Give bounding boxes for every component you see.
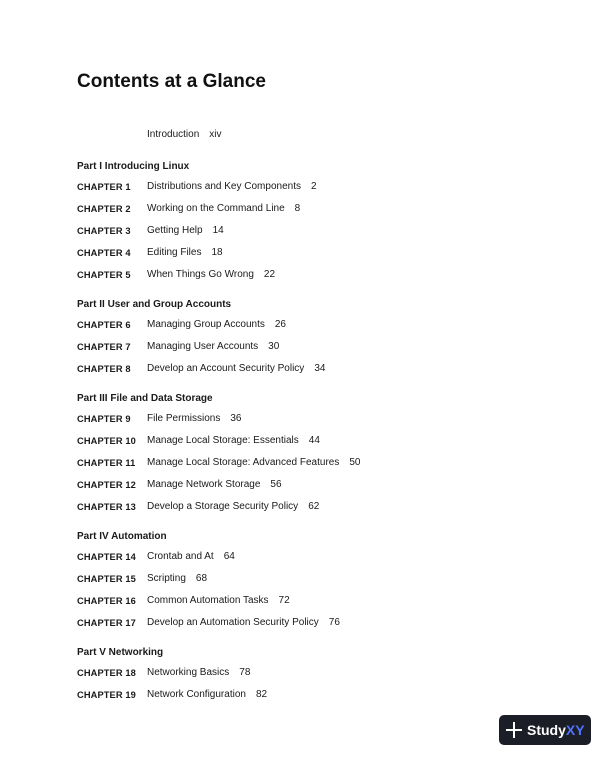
chapter-title: Manage Local Storage: Essentials: [147, 435, 299, 446]
chapter-page-number: 82: [255, 689, 268, 700]
chapter-label: CHAPTER 18: [77, 668, 136, 678]
part-heading[interactable]: Part V Networking: [77, 647, 164, 658]
chapter-page-number: 44: [308, 435, 320, 446]
chapter-title-group: [147, 244, 223, 262]
chapter-title-group: [147, 454, 360, 472]
chapter-title: Develop a Storage Security Policy: [147, 501, 299, 512]
chapter-title: Distributions and Key Components: [147, 181, 301, 192]
chapter-title-group: [147, 200, 300, 218]
toc-entry-title: [147, 126, 222, 144]
chapter-title-group: [147, 410, 241, 428]
part-heading[interactable]: Part IV Automation: [77, 531, 167, 542]
toc-chapter-row[interactable]: [77, 686, 497, 708]
part-heading[interactable]: Part II User and Group Accounts: [77, 299, 232, 310]
toc-chapter-row[interactable]: [77, 200, 497, 222]
toc-chapter-row[interactable]: [77, 266, 497, 288]
chapter-title-group: [147, 476, 282, 494]
chapter-title: Manage Local Storage: Advanced Features: [147, 457, 340, 468]
part-heading[interactable]: Part I Introducing Linux: [77, 161, 190, 172]
plus-icon: [505, 721, 523, 739]
chapter-title: Getting Help: [147, 225, 203, 236]
toc-chapter-row[interactable]: [77, 222, 497, 244]
chapter-title-group: [147, 592, 290, 610]
chapter-label: CHAPTER 14: [77, 552, 136, 562]
brand-name: StudyXY: [527, 722, 585, 738]
chapter-page-number: 72: [278, 595, 290, 606]
chapter-label: CHAPTER 8: [77, 364, 131, 374]
toc-chapter-row[interactable]: [77, 360, 497, 382]
chapter-page-number: 14: [212, 225, 224, 236]
toc-chapter-row[interactable]: [77, 410, 497, 432]
studyxy-badge[interactable]: [499, 715, 591, 745]
chapter-title-group: [147, 664, 250, 682]
chapter-title-group: [147, 266, 275, 284]
chapter-label: CHAPTER 16: [77, 596, 136, 606]
chapter-title: Develop an Automation Security Policy: [147, 617, 319, 628]
chapter-label: CHAPTER 10: [77, 436, 136, 446]
chapter-page-number: 8: [294, 203, 301, 214]
toc-chapter-row[interactable]: [77, 454, 497, 476]
chapter-label: CHAPTER 1: [77, 182, 131, 192]
chapter-title: File Permissions: [147, 413, 221, 424]
toc-chapter-row[interactable]: [77, 338, 497, 360]
chapter-title-group: [147, 498, 319, 516]
chapter-page-number: 2: [310, 181, 317, 192]
chapter-title-group: [147, 360, 325, 378]
chapter-page-number: 26: [274, 319, 286, 330]
table-of-contents: [77, 126, 497, 708]
toc-chapter-row[interactable]: [77, 498, 497, 520]
chapter-label: CHAPTER 3: [77, 226, 131, 236]
chapter-label: CHAPTER 15: [77, 574, 136, 584]
toc-chapter-row[interactable]: [77, 592, 497, 614]
chapter-label: CHAPTER 7: [77, 342, 131, 352]
chapter-title-group: [147, 548, 235, 566]
chapter-label: CHAPTER 17: [77, 618, 136, 628]
chapter-page-number: 78: [239, 667, 251, 678]
chapter-title: Working on the Command Line: [147, 203, 285, 214]
toc-chapter-row[interactable]: [77, 178, 497, 200]
chapter-title: Common Automation Tasks: [147, 595, 269, 606]
introduction-page: xiv: [209, 129, 222, 140]
chapter-label: CHAPTER 13: [77, 502, 136, 512]
chapter-page-number: 30: [268, 341, 280, 352]
chapter-page-number: 68: [195, 573, 208, 584]
chapter-page-number: 76: [328, 617, 340, 628]
chapter-title-group: [147, 432, 320, 450]
chapter-title-group: [147, 614, 340, 632]
part-heading[interactable]: Part III File and Data Storage: [77, 393, 213, 404]
chapter-title: Crontab and At: [147, 551, 214, 562]
chapter-title-group: [147, 338, 279, 356]
chapter-page-number: 34: [314, 363, 326, 374]
chapter-label: CHAPTER 6: [77, 320, 131, 330]
chapter-title: When Things Go Wrong: [147, 269, 254, 280]
chapter-label: CHAPTER 19: [77, 690, 136, 700]
chapter-label: CHAPTER 2: [77, 204, 131, 214]
chapter-label: CHAPTER 12: [77, 480, 136, 490]
toc-chapter-row[interactable]: [77, 614, 497, 636]
chapter-title-group: [147, 178, 317, 196]
chapter-title: Editing Files: [147, 247, 202, 258]
chapter-title: Develop an Account Security Policy: [147, 363, 305, 374]
chapter-title-group: [147, 316, 286, 334]
chapter-title-group: [147, 570, 207, 588]
toc-chapter-row[interactable]: [77, 570, 497, 592]
chapter-label: CHAPTER 5: [77, 270, 131, 280]
toc-chapter-row[interactable]: [77, 244, 497, 266]
chapter-title: Managing Group Accounts: [147, 319, 265, 330]
toc-parts: [77, 158, 497, 708]
chapter-title-group: [147, 222, 224, 240]
toc-chapter-row[interactable]: [77, 664, 497, 686]
chapter-title: Managing User Accounts: [147, 341, 259, 352]
chapter-page-number: 64: [223, 551, 235, 562]
chapter-label: CHAPTER 11: [77, 458, 136, 468]
page-title: Contents at a Glance: [77, 71, 266, 92]
chapter-title: Scripting: [147, 573, 186, 584]
chapter-label: CHAPTER 4: [77, 248, 131, 258]
toc-chapter-row[interactable]: [77, 432, 497, 454]
chapter-page-number: 62: [308, 501, 320, 512]
chapter-title-group: [147, 686, 267, 704]
chapter-label: CHAPTER 9: [77, 414, 131, 424]
chapter-page-number: 18: [211, 247, 223, 258]
chapter-title: Networking Basics: [147, 667, 230, 678]
chapter-page-number: 56: [270, 479, 282, 490]
chapter-title: Network Configuration: [147, 689, 246, 700]
chapter-page-number: 22: [263, 269, 276, 280]
chapter-title: Manage Network Storage: [147, 479, 261, 490]
introduction-label: Introduction: [147, 129, 200, 140]
toc-introduction-row[interactable]: [77, 126, 497, 158]
toc-chapter-row[interactable]: [77, 548, 497, 570]
chapter-page-number: 50: [349, 457, 361, 468]
toc-chapter-row[interactable]: [77, 476, 497, 498]
chapter-page-number: 36: [230, 413, 242, 424]
toc-chapter-row[interactable]: [77, 316, 497, 338]
